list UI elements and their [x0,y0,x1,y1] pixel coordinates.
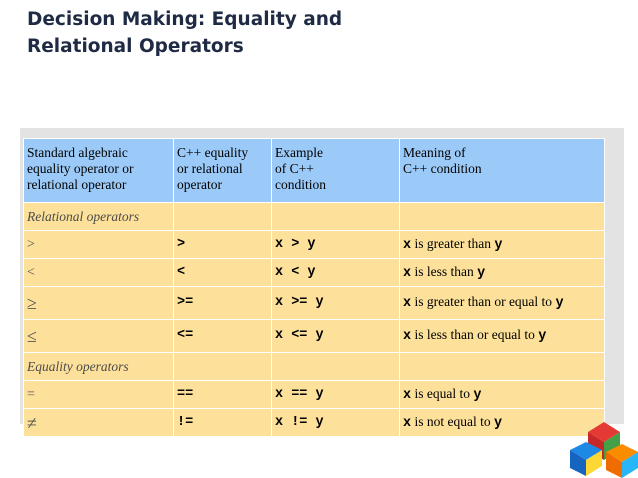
meaning-text: is not equal to [411,413,494,429]
slide-title [27,6,447,60]
section-label: Relational operators [24,203,174,231]
table-row [24,320,605,353]
header-text: Example [275,145,323,160]
section-label: Equality operators [24,353,174,381]
empty-cell [174,203,272,231]
table-row [24,409,605,437]
meaning-text: is equal to [411,385,474,401]
meaning-text: is less than [411,263,478,279]
meaning-text: is greater than [411,235,495,251]
cpp-operator: > [174,231,272,259]
meaning-cell [400,231,605,259]
operators-table [23,138,605,437]
cpp-operator: >= [174,287,272,320]
table-row [24,231,605,259]
empty-cell [400,353,605,381]
table-row [24,259,605,287]
cpp-operator: <= [174,320,272,353]
title-line-1: Decision Making: Equality and [27,9,343,30]
table-header-row [24,139,605,203]
header-text: condition [275,177,326,192]
meaning-text: is less than or equal to [411,327,539,342]
header-text: equality operator or [27,161,134,176]
empty-cell [272,353,400,381]
meaning-y: y [493,415,503,431]
algebraic-operator: ≥ [24,287,174,320]
header-algebraic [24,139,174,203]
example-condition: x <= y [272,320,400,353]
meaning-text: is greater than or equal to [411,294,556,309]
header-text: of C++ [275,161,314,176]
table-row [24,287,605,320]
cpp-operator: != [174,409,272,437]
algebraic-operator: ≠ [24,409,174,437]
algebraic-operator: < [24,259,174,287]
empty-cell [272,203,400,231]
meaning-x: x [403,387,412,403]
header-meaning [400,139,605,203]
header-text: Standard algebraic [27,145,128,160]
header-text: operator [177,177,222,192]
cube-logo-icon [566,420,638,478]
header-example [272,139,400,203]
meaning-cell [400,259,605,287]
empty-cell [174,353,272,381]
meaning-x: x [403,296,412,311]
header-text: C++ condition [403,161,482,176]
meaning-y: y [494,237,503,253]
meaning-y: y [555,296,564,311]
meaning-x: x [403,415,412,431]
example-condition: x != y [272,409,400,437]
algebraic-operator: = [24,381,174,409]
meaning-cell [400,320,605,353]
header-text: Meaning of [403,145,466,160]
cpp-operator: < [174,259,272,287]
cpp-operator: == [174,381,272,409]
section-row-relational [24,203,605,231]
header-text: or relational [177,161,243,176]
example-condition: x < y [272,259,400,287]
table-row [24,381,605,409]
meaning-x: x [403,237,412,253]
header-cpp-operator [174,139,272,203]
meaning-x: x [403,265,412,281]
example-condition: x > y [272,231,400,259]
meaning-y: y [477,265,486,281]
header-text: C++ equality [177,145,249,160]
meaning-y: y [473,387,482,403]
example-condition: x == y [272,381,400,409]
title-line-2: Relational Operators [27,36,244,57]
meaning-x: x [403,329,412,344]
section-row-equality [24,353,605,381]
meaning-cell [400,381,605,409]
meaning-cell [400,287,605,320]
example-condition: x >= y [272,287,400,320]
header-text: relational operator [27,177,127,192]
algebraic-operator: ≤ [24,320,174,353]
algebraic-operator: > [24,231,174,259]
meaning-y: y [538,329,547,344]
empty-cell [400,203,605,231]
